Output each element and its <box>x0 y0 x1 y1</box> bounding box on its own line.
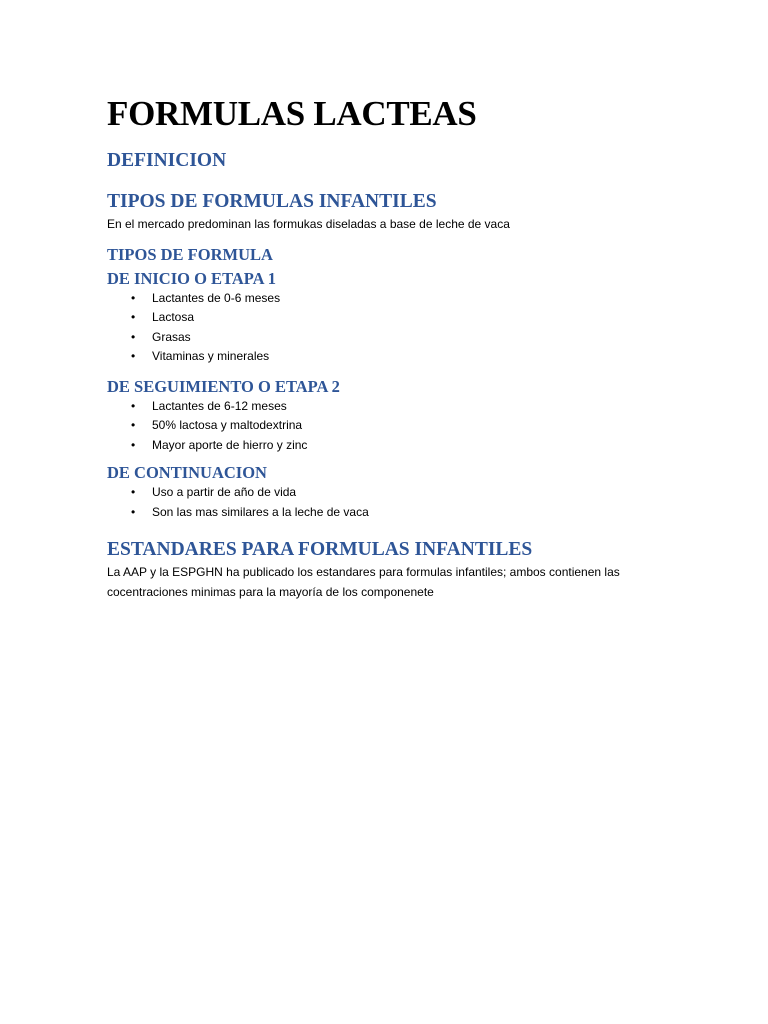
bullet-icon: • <box>131 418 136 432</box>
paragraph-estandares: La AAP y la ESPGHN ha publicado los estandares para formulas infantiles; ambos contienen las cocentraciones minimas para la mayoría de los componenete <box>107 565 620 599</box>
bullet-icon: • <box>131 329 136 344</box>
heading-etapa-1: DE INICIO O ETAPA 1 <box>107 268 276 288</box>
bullet-icon: • <box>131 485 136 499</box>
list-item: • 50% lactosa y maltodextrina <box>107 416 667 436</box>
document-title: FORMULAS LACTEAS <box>107 94 477 133</box>
list-item: • Lactantes de 0-6 meses <box>107 289 667 309</box>
document-page <box>107 92 667 602</box>
list-item: • Vitaminas y minerales <box>107 347 667 367</box>
list-continuacion <box>107 483 667 522</box>
bullet-icon: • <box>131 437 136 452</box>
heading-tipos-de-formula: TIPOS DE FORMULA <box>107 244 273 264</box>
bullet-icon: • <box>131 349 136 363</box>
list-etapa-2 <box>107 397 667 456</box>
bullet-icon: • <box>131 310 136 324</box>
heading-estandares: ESTANDARES PARA FORMULAS INFANTILES <box>107 539 533 560</box>
bullet-icon: • <box>131 290 136 305</box>
list-item: • Lactosa <box>107 308 667 328</box>
bullet-icon: • <box>131 504 136 519</box>
list-item: • Lactantes de 6-12 meses <box>107 397 667 417</box>
heading-definicion: DEFINICION <box>107 150 227 171</box>
bullet-icon: • <box>131 398 136 413</box>
paragraph-tipos-infantiles: En el mercado predominan las formukas diseladas a base de leche de vaca <box>107 217 510 231</box>
list-item: • Mayor aporte de hierro y zinc <box>107 436 667 456</box>
list-item: • Son las mas similares a la leche de vaca <box>107 503 667 523</box>
list-etapa-1 <box>107 289 667 367</box>
heading-etapa-2: DE SEGUIMIENTO O ETAPA 2 <box>107 376 340 396</box>
list-item: • Grasas <box>107 328 667 348</box>
list-item: • Uso a partir de año de vida <box>107 483 667 503</box>
heading-continuacion: DE CONTINUACION <box>107 463 267 482</box>
heading-tipos-formulas-infantiles: TIPOS DE FORMULAS INFANTILES <box>107 191 437 212</box>
